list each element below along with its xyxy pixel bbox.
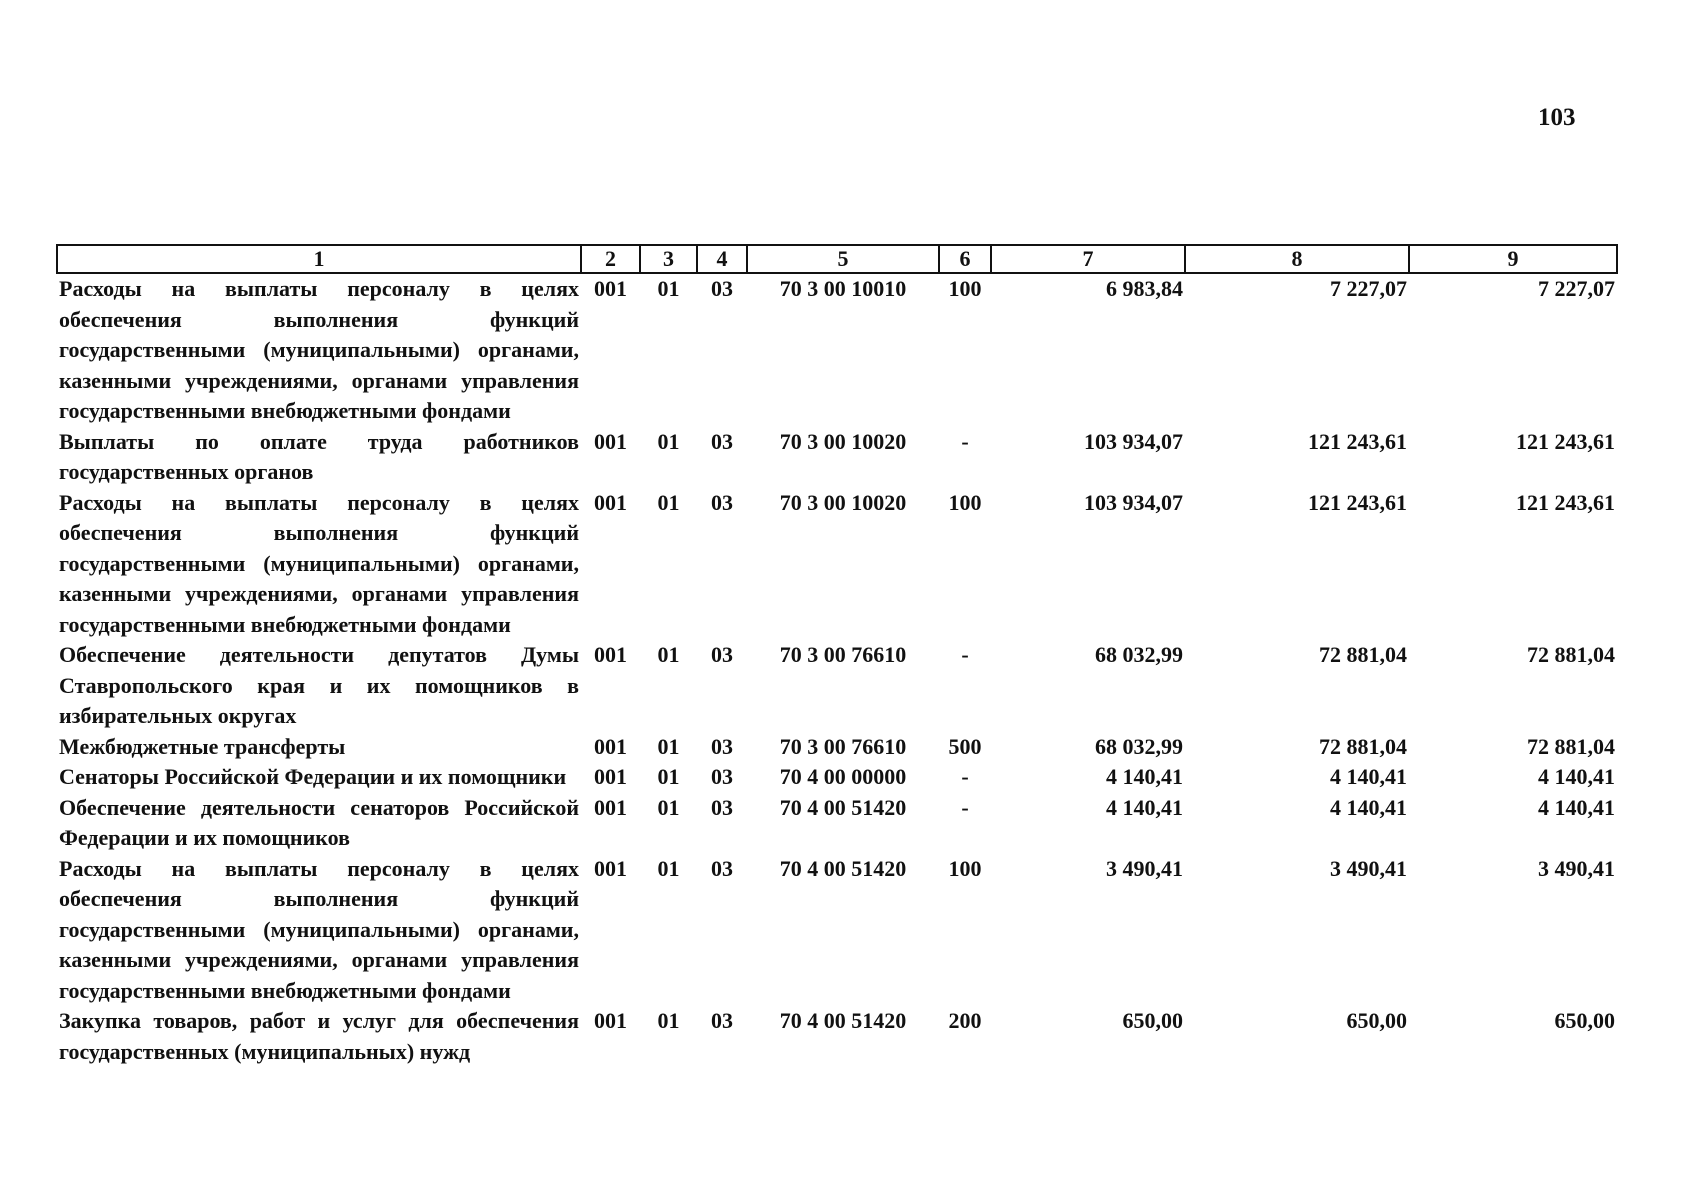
cell-target-article: 70 3 00 10010	[779, 276, 907, 301]
row-name: Обеспечение деятельности депутатов Думы Ставропольского края и их помощников в избирательных округах	[59, 642, 579, 728]
cell-amount-col9: 121 243,61	[1516, 428, 1615, 454]
cell-section: 01	[657, 855, 680, 881]
cell-subsection: 03	[711, 428, 733, 454]
row-name: Сенаторы Российской Федерации и их помощники	[59, 764, 567, 789]
column-header: 4	[697, 245, 747, 273]
column-header: 2	[581, 245, 640, 273]
cell-amount-col9: 72 881,04	[1527, 733, 1615, 759]
table-row	[57, 762, 1617, 793]
cell-amount-col8: 650,00	[1346, 1008, 1407, 1033]
cell-amount-col8: 7 227,07	[1330, 276, 1407, 301]
table-row	[57, 488, 1617, 641]
cell-section: 01	[657, 733, 680, 759]
cell-expense-type: -	[961, 794, 969, 820]
table-row	[57, 1006, 1617, 1067]
cell-amount-col7: 103 934,07	[1084, 489, 1183, 515]
cell-amount-col7: 6 983,84	[1106, 276, 1183, 301]
cell-ministry: 001	[594, 855, 627, 881]
cell-subsection: 03	[711, 855, 733, 881]
cell-amount-col7: 103 934,07	[1084, 428, 1183, 454]
row-name: Расходы на выплаты персоналу в целях обеспечения выполнения функций государственными (муниципальными) органами, казенными учреждениями, органами управления государственными внебюджетными фондами	[59, 855, 579, 1003]
cell-amount-col7: 650,00	[1122, 1008, 1183, 1033]
cell-expense-type: -	[961, 642, 969, 667]
table-row	[57, 273, 1617, 427]
cell-amount-col7: 68 032,99	[1095, 642, 1183, 667]
cell-target-article: 70 3 00 10020	[779, 428, 907, 454]
cell-expense-type: 500	[948, 733, 982, 759]
table-row	[57, 793, 1617, 854]
table-row	[57, 640, 1617, 732]
cell-amount-col9: 4 140,41	[1538, 794, 1615, 820]
column-header: 3	[640, 245, 697, 273]
cell-subsection: 03	[711, 733, 733, 759]
cell-section: 01	[657, 794, 680, 820]
cell-expense-type: -	[961, 764, 969, 789]
row-name: Обеспечение деятельности сенаторов Российской Федерации и их помощников	[59, 794, 579, 850]
column-header: 1	[57, 245, 581, 273]
cell-amount-col9: 72 881,04	[1527, 642, 1615, 667]
table-row	[57, 427, 1617, 488]
table-row	[57, 854, 1617, 1007]
cell-amount-col9: 7 227,07	[1538, 276, 1615, 301]
cell-expense-type: 200	[948, 1008, 982, 1033]
cell-ministry: 001	[594, 794, 627, 820]
cell-amount-col7: 4 140,41	[1106, 794, 1183, 820]
table-row	[57, 732, 1617, 763]
cell-amount-col8: 4 140,41	[1330, 794, 1407, 820]
cell-target-article: 70 4 00 51420	[779, 855, 907, 881]
cell-expense-type: 100	[948, 855, 982, 881]
cell-ministry: 001	[594, 1008, 627, 1033]
cell-amount-col8: 72 881,04	[1319, 733, 1407, 759]
column-header: 6	[939, 245, 991, 273]
header-row	[57, 245, 1617, 273]
cell-target-article: 70 4 00 51420	[779, 794, 907, 820]
cell-expense-type: -	[961, 428, 969, 454]
cell-target-article: 70 3 00 76610	[779, 733, 907, 759]
cell-subsection: 03	[711, 489, 733, 515]
cell-subsection: 03	[711, 764, 733, 789]
cell-subsection: 03	[711, 1008, 733, 1033]
row-name: Межбюджетные трансферты	[59, 733, 346, 759]
page-number: 103	[1538, 104, 1576, 131]
cell-amount-col9: 3 490,41	[1538, 855, 1615, 881]
budget-table	[56, 244, 1618, 1067]
cell-ministry: 001	[594, 428, 627, 454]
table-body	[57, 273, 1617, 1067]
cell-amount-col7: 4 140,41	[1106, 764, 1183, 789]
cell-amount-col9: 4 140,41	[1538, 764, 1615, 789]
cell-subsection: 03	[711, 276, 733, 301]
cell-section: 01	[657, 489, 680, 515]
row-name: Расходы на выплаты персоналу в целях обеспечения выполнения функций государственными (муниципальными) органами, казенными учреждениями, органами управления государственными внебюджетными фондами	[59, 276, 579, 423]
cell-ministry: 001	[594, 489, 627, 515]
cell-amount-col8: 121 243,61	[1308, 489, 1407, 515]
column-header: 8	[1185, 245, 1409, 273]
column-header: 9	[1409, 245, 1617, 273]
cell-section: 01	[657, 1008, 680, 1033]
cell-target-article: 70 4 00 00000	[779, 764, 907, 789]
cell-ministry: 001	[594, 733, 627, 759]
cell-amount-col8: 72 881,04	[1319, 642, 1407, 667]
cell-amount-col8: 121 243,61	[1308, 428, 1407, 454]
cell-target-article: 70 3 00 10020	[779, 489, 907, 515]
cell-expense-type: 100	[948, 489, 982, 515]
cell-amount-col8: 4 140,41	[1330, 764, 1407, 789]
cell-ministry: 001	[594, 642, 627, 667]
cell-subsection: 03	[711, 642, 733, 667]
cell-section: 01	[657, 764, 680, 789]
cell-amount-col8: 3 490,41	[1330, 855, 1407, 881]
cell-expense-type: 100	[948, 276, 982, 301]
cell-section: 01	[657, 276, 680, 301]
column-header: 7	[991, 245, 1185, 273]
row-name: Закупка товаров, работ и услуг для обеспечения государственных (муниципальных) нужд	[59, 1008, 579, 1064]
cell-amount-col7: 3 490,41	[1106, 855, 1183, 881]
cell-section: 01	[657, 428, 680, 454]
cell-section: 01	[657, 642, 680, 667]
cell-target-article: 70 3 00 76610	[779, 642, 907, 667]
cell-target-article: 70 4 00 51420	[779, 1008, 907, 1033]
cell-ministry: 001	[594, 276, 627, 301]
table-header	[57, 245, 1617, 273]
cell-amount-col9: 121 243,61	[1516, 489, 1615, 515]
row-name: Выплаты по оплате труда работников государственных органов	[59, 428, 579, 484]
cell-subsection: 03	[711, 794, 733, 820]
row-name: Расходы на выплаты персоналу в целях обеспечения выполнения функций государственными (муниципальными) органами, казенными учреждениями, органами управления государственными внебюджетными фондами	[59, 489, 579, 637]
column-header: 5	[747, 245, 939, 273]
cell-ministry: 001	[594, 764, 627, 789]
cell-amount-col7: 68 032,99	[1095, 733, 1183, 759]
cell-amount-col9: 650,00	[1554, 1008, 1615, 1033]
